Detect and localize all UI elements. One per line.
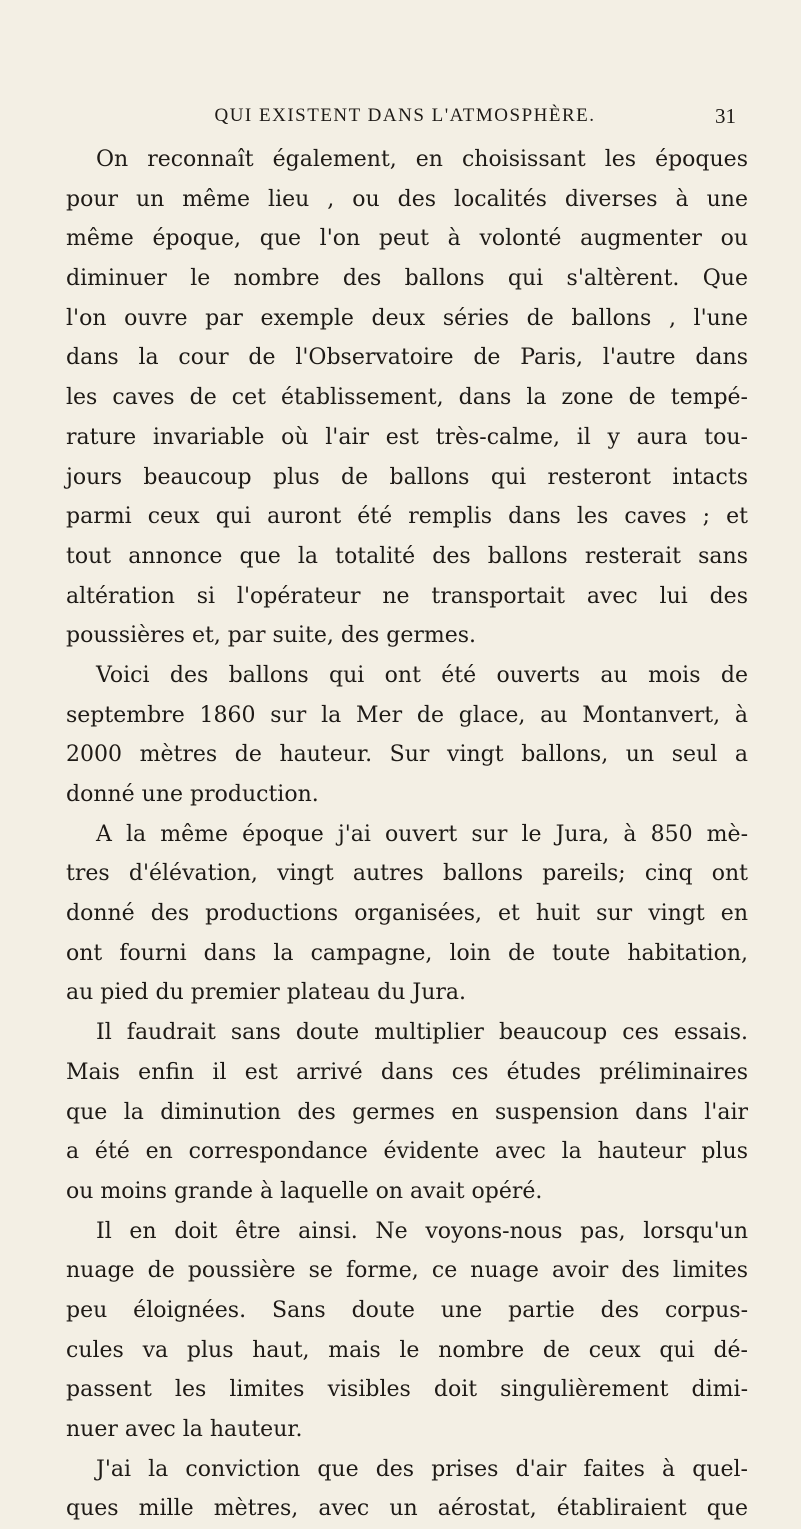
text-line: ont fourni dans la campagne, loin de toute habitation, bbox=[66, 940, 748, 966]
text-line: nuer avec la hauteur. bbox=[66, 1417, 303, 1442]
text-line: l'on ouvre par exemple deux séries de ballons , l'une bbox=[66, 305, 748, 331]
text-line: 2000 mètres de hauteur. Sur vingt ballons, un seul a bbox=[66, 742, 748, 768]
text-line: tout annonce que la totalité des ballons resterait sans bbox=[66, 543, 748, 569]
text-line: jours beaucoup plus de ballons qui resteront intacts bbox=[66, 464, 748, 490]
text-line: septembre 1860 sur la Mer de glace, au Montanvert, à bbox=[66, 702, 748, 728]
text-line: dans la cour de l'Observatoire de Paris, l'autre dans bbox=[66, 345, 748, 371]
text-line: A la même époque j'ai ouvert sur le Jura, à 850 mè- bbox=[96, 821, 748, 847]
text-line: diminuer le nombre des ballons qui s'altèrent. Que bbox=[66, 266, 748, 292]
text-line: altération si l'opérateur ne transportait avec lui des bbox=[66, 583, 748, 609]
text-line: que la diminution des germes en suspension dans l'air bbox=[66, 1099, 748, 1125]
running-head bbox=[60, 98, 750, 134]
page-number: 31 bbox=[715, 104, 736, 128]
text-line: nuage de poussière se forme, ce nuage avoir des limites bbox=[66, 1258, 748, 1284]
text-line: cules va plus haut, mais le nombre de ceux qui dé- bbox=[66, 1337, 748, 1363]
text-line: Mais enfin il est arrivé dans ces études préliminaires bbox=[66, 1059, 748, 1085]
text-line: Il faudrait sans doute multiplier beaucoup ces essais. bbox=[96, 1020, 748, 1046]
text-line: poussières et, par suite, des germes. bbox=[66, 623, 477, 649]
text-line: pour un même lieu , ou des localités diverses à une bbox=[66, 186, 748, 212]
text-line: donné une production. bbox=[66, 782, 319, 807]
text-line: même époque, que l'on peut à volonté augmenter ou bbox=[66, 226, 748, 252]
text-line: au pied du premier plateau du Jura. bbox=[66, 980, 467, 1006]
text-line: a été en correspondance évidente avec la hauteur plus bbox=[66, 1139, 748, 1165]
text-line: rature invariable où l'air est très-calme, il y aura tou- bbox=[66, 424, 748, 450]
text-line: ques mille mètres, avec un aérostat, établiraient que bbox=[66, 1496, 748, 1522]
text-line: parmi ceux qui auront été remplis dans les caves ; et bbox=[66, 504, 748, 530]
text-line: Voici des ballons qui ont été ouverts au mois de bbox=[96, 662, 748, 688]
text-line: passent les limites visibles doit singulièrement dimi- bbox=[66, 1377, 748, 1403]
text-line: peu éloignées. Sans doute une partie des corpus- bbox=[66, 1297, 748, 1323]
text-line: les caves de cet établissement, dans la zone de tempé- bbox=[66, 385, 748, 411]
text-line: tres d'élévation, vingt autres ballons pareils; cinq ont bbox=[66, 861, 748, 887]
text-line: ou moins grande à laquelle on avait opéré. bbox=[66, 1178, 543, 1204]
running-title: QUI EXISTENT DANS L'ATMOSPHÈRE. bbox=[214, 105, 596, 126]
text-line: Il en doit être ainsi. Ne voyons-nous pas, lorsqu'un bbox=[96, 1218, 748, 1244]
text-line: On reconnaît également, en choisissant les époques bbox=[96, 147, 748, 172]
text-line: donné des productions organisées, et huit sur vingt en bbox=[66, 901, 748, 927]
body-text bbox=[66, 140, 748, 1529]
text-line: J'ai la conviction que des prises d'air faites à quel- bbox=[96, 1456, 748, 1482]
